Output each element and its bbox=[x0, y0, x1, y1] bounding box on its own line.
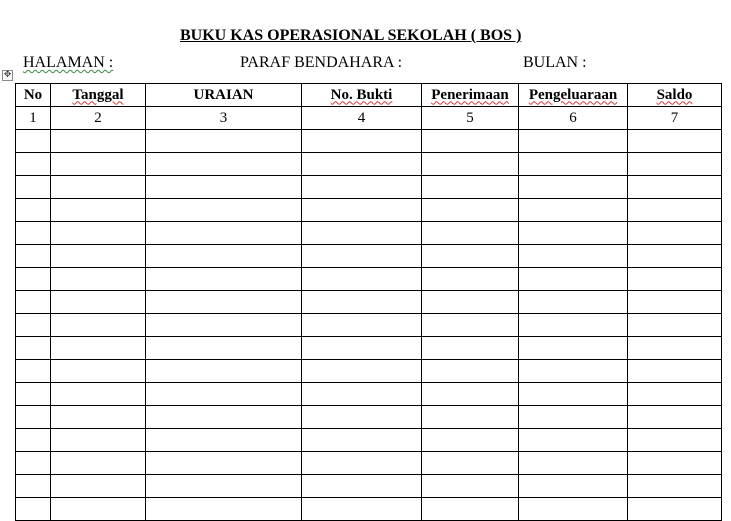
table-row bbox=[16, 130, 722, 153]
table-cell[interactable] bbox=[16, 153, 51, 176]
table-cell[interactable] bbox=[146, 130, 302, 153]
bulan-label: BULAN : bbox=[523, 54, 587, 71]
table-cell[interactable] bbox=[146, 452, 302, 475]
table-cell[interactable] bbox=[628, 429, 722, 452]
table-cell[interactable] bbox=[422, 153, 519, 176]
table-cell[interactable] bbox=[51, 199, 146, 222]
table-cell[interactable] bbox=[422, 406, 519, 429]
table-cell[interactable] bbox=[519, 429, 628, 452]
table-cell[interactable] bbox=[302, 222, 422, 245]
table-cell[interactable] bbox=[51, 498, 146, 521]
table-cell[interactable] bbox=[51, 337, 146, 360]
cash-ledger-table bbox=[15, 83, 722, 521]
column-number: 1 bbox=[16, 107, 51, 130]
table-cell[interactable] bbox=[422, 475, 519, 498]
table-cell[interactable] bbox=[519, 360, 628, 383]
table-row bbox=[16, 199, 722, 222]
table-row bbox=[16, 498, 722, 521]
table-cell[interactable] bbox=[16, 291, 51, 314]
table-cell[interactable] bbox=[16, 176, 51, 199]
table-row bbox=[16, 245, 722, 268]
table-cell[interactable] bbox=[628, 268, 722, 291]
table-cell[interactable] bbox=[51, 429, 146, 452]
table-cell[interactable] bbox=[51, 383, 146, 406]
column-header-no: No bbox=[16, 84, 51, 107]
table-cell[interactable] bbox=[422, 429, 519, 452]
table-cell[interactable] bbox=[146, 314, 302, 337]
header-row bbox=[16, 84, 722, 107]
table-row bbox=[16, 291, 722, 314]
table-cell[interactable] bbox=[51, 475, 146, 498]
table-row bbox=[16, 452, 722, 475]
table-cell[interactable] bbox=[422, 176, 519, 199]
column-header-pengeluaraan: Pengeluaraan bbox=[519, 84, 628, 107]
table-cell[interactable] bbox=[628, 360, 722, 383]
column-number-row bbox=[16, 107, 722, 130]
table-cell[interactable] bbox=[422, 245, 519, 268]
column-header-penerimaan: Penerimaan bbox=[422, 84, 519, 107]
table-cell[interactable] bbox=[302, 360, 422, 383]
table-cell[interactable] bbox=[519, 176, 628, 199]
table-cell[interactable] bbox=[302, 245, 422, 268]
table-cell[interactable] bbox=[519, 199, 628, 222]
table-row bbox=[16, 153, 722, 176]
table-cell[interactable] bbox=[422, 360, 519, 383]
table-cell[interactable] bbox=[628, 222, 722, 245]
table-cell[interactable] bbox=[302, 383, 422, 406]
table-cell[interactable] bbox=[628, 452, 722, 475]
table-cell[interactable] bbox=[51, 222, 146, 245]
table-cell[interactable] bbox=[628, 475, 722, 498]
table-cell[interactable] bbox=[628, 406, 722, 429]
table-cell[interactable] bbox=[51, 360, 146, 383]
table-cell[interactable] bbox=[519, 314, 628, 337]
table-cell[interactable] bbox=[422, 498, 519, 521]
table-cell[interactable] bbox=[16, 222, 51, 245]
table-cell[interactable] bbox=[422, 199, 519, 222]
table-cell[interactable] bbox=[146, 383, 302, 406]
table-cell[interactable] bbox=[146, 222, 302, 245]
table-cell[interactable] bbox=[302, 314, 422, 337]
column-number: 7 bbox=[628, 107, 722, 130]
table-cell[interactable] bbox=[302, 291, 422, 314]
table-cell[interactable] bbox=[628, 153, 722, 176]
table-cell[interactable] bbox=[51, 153, 146, 176]
table-cell[interactable] bbox=[51, 268, 146, 291]
table-cell[interactable] bbox=[302, 130, 422, 153]
column-number: 6 bbox=[519, 107, 628, 130]
table-cell[interactable] bbox=[519, 268, 628, 291]
table-row bbox=[16, 337, 722, 360]
table-cell[interactable] bbox=[16, 130, 51, 153]
table-cell[interactable] bbox=[628, 383, 722, 406]
table-cell[interactable] bbox=[16, 245, 51, 268]
table-cell[interactable] bbox=[519, 337, 628, 360]
table-cell[interactable] bbox=[422, 268, 519, 291]
table-cell[interactable] bbox=[422, 291, 519, 314]
table-cell[interactable] bbox=[16, 383, 51, 406]
table-cell[interactable] bbox=[146, 337, 302, 360]
table-row bbox=[16, 268, 722, 291]
table-cell[interactable] bbox=[519, 222, 628, 245]
table-cell[interactable] bbox=[51, 130, 146, 153]
paraf-bendahara-label: PARAF BENDAHARA : bbox=[240, 54, 403, 71]
column-number: 5 bbox=[422, 107, 519, 130]
table-cell[interactable] bbox=[302, 406, 422, 429]
table-cell[interactable] bbox=[302, 153, 422, 176]
table-cell[interactable] bbox=[302, 429, 422, 452]
table-row bbox=[16, 176, 722, 199]
column-header-no-bukti: No. Bukti bbox=[302, 84, 422, 107]
table-cell[interactable] bbox=[302, 337, 422, 360]
table-cell[interactable] bbox=[422, 314, 519, 337]
table-cell[interactable] bbox=[422, 337, 519, 360]
column-header-tanggal: Tanggal bbox=[51, 84, 146, 107]
table-cell[interactable] bbox=[146, 429, 302, 452]
table-cell[interactable] bbox=[146, 498, 302, 521]
table-cell[interactable] bbox=[146, 291, 302, 314]
halaman-text: HALAMAN : bbox=[23, 54, 114, 71]
table-cell[interactable] bbox=[422, 222, 519, 245]
table-row bbox=[16, 406, 722, 429]
table-cell[interactable] bbox=[519, 245, 628, 268]
table-cell[interactable] bbox=[16, 337, 51, 360]
table-cell[interactable] bbox=[519, 452, 628, 475]
table-cell[interactable] bbox=[146, 199, 302, 222]
table-cell[interactable] bbox=[16, 199, 51, 222]
table-cell[interactable] bbox=[302, 268, 422, 291]
column-number: 2 bbox=[51, 107, 146, 130]
table-cell[interactable] bbox=[519, 498, 628, 521]
table-cell[interactable] bbox=[628, 314, 722, 337]
table-cell[interactable] bbox=[51, 291, 146, 314]
table-cell[interactable] bbox=[51, 176, 146, 199]
table-cell[interactable] bbox=[146, 475, 302, 498]
table-cell[interactable] bbox=[519, 475, 628, 498]
table-cell[interactable] bbox=[16, 268, 51, 291]
table-cell[interactable] bbox=[628, 498, 722, 521]
table-cell[interactable] bbox=[16, 429, 51, 452]
halaman-label bbox=[23, 54, 113, 72]
table-row bbox=[16, 475, 722, 498]
table-row bbox=[16, 222, 722, 245]
table-cell[interactable] bbox=[519, 291, 628, 314]
table-cell[interactable] bbox=[51, 406, 146, 429]
table-row bbox=[16, 314, 722, 337]
table-cell[interactable] bbox=[628, 245, 722, 268]
table-cell[interactable] bbox=[302, 498, 422, 521]
table-cell[interactable] bbox=[628, 176, 722, 199]
table-cell[interactable] bbox=[422, 452, 519, 475]
table-cell[interactable] bbox=[16, 452, 51, 475]
table-cell[interactable] bbox=[302, 452, 422, 475]
table-cell[interactable] bbox=[16, 314, 51, 337]
column-number: 3 bbox=[146, 107, 302, 130]
table-cell[interactable] bbox=[146, 153, 302, 176]
table-cell[interactable] bbox=[628, 291, 722, 314]
table-cell[interactable] bbox=[146, 268, 302, 291]
table-row bbox=[16, 383, 722, 406]
table-cell[interactable] bbox=[628, 199, 722, 222]
table-cell[interactable] bbox=[519, 130, 628, 153]
table-cell[interactable] bbox=[302, 475, 422, 498]
table-cell[interactable] bbox=[628, 337, 722, 360]
table-cell[interactable] bbox=[146, 406, 302, 429]
table-cell[interactable] bbox=[16, 406, 51, 429]
table-cell[interactable] bbox=[146, 360, 302, 383]
table-cell[interactable] bbox=[302, 176, 422, 199]
table-cell[interactable] bbox=[519, 153, 628, 176]
table-cell[interactable] bbox=[16, 360, 51, 383]
table-row bbox=[16, 429, 722, 452]
table-cell[interactable] bbox=[519, 383, 628, 406]
column-header-uraian: URAIAN bbox=[146, 84, 302, 107]
document-title: BUKU KAS OPERASIONAL SEKOLAH ( BOS ) bbox=[180, 27, 522, 44]
table-cell[interactable] bbox=[146, 176, 302, 199]
table-cell[interactable] bbox=[519, 406, 628, 429]
table-cell[interactable] bbox=[16, 475, 51, 498]
table-cell[interactable] bbox=[422, 383, 519, 406]
column-number: 4 bbox=[302, 107, 422, 130]
table-cell[interactable] bbox=[51, 314, 146, 337]
table-cell[interactable] bbox=[302, 199, 422, 222]
table-cell[interactable] bbox=[628, 130, 722, 153]
table-cell[interactable] bbox=[51, 452, 146, 475]
table-cell[interactable] bbox=[422, 130, 519, 153]
column-header-saldo: Saldo bbox=[628, 84, 722, 107]
table-cell[interactable] bbox=[16, 498, 51, 521]
table-move-handle-icon[interactable]: ✥ bbox=[3, 70, 12, 80]
table-cell[interactable] bbox=[146, 245, 302, 268]
table-cell[interactable] bbox=[51, 245, 146, 268]
table-row bbox=[16, 360, 722, 383]
